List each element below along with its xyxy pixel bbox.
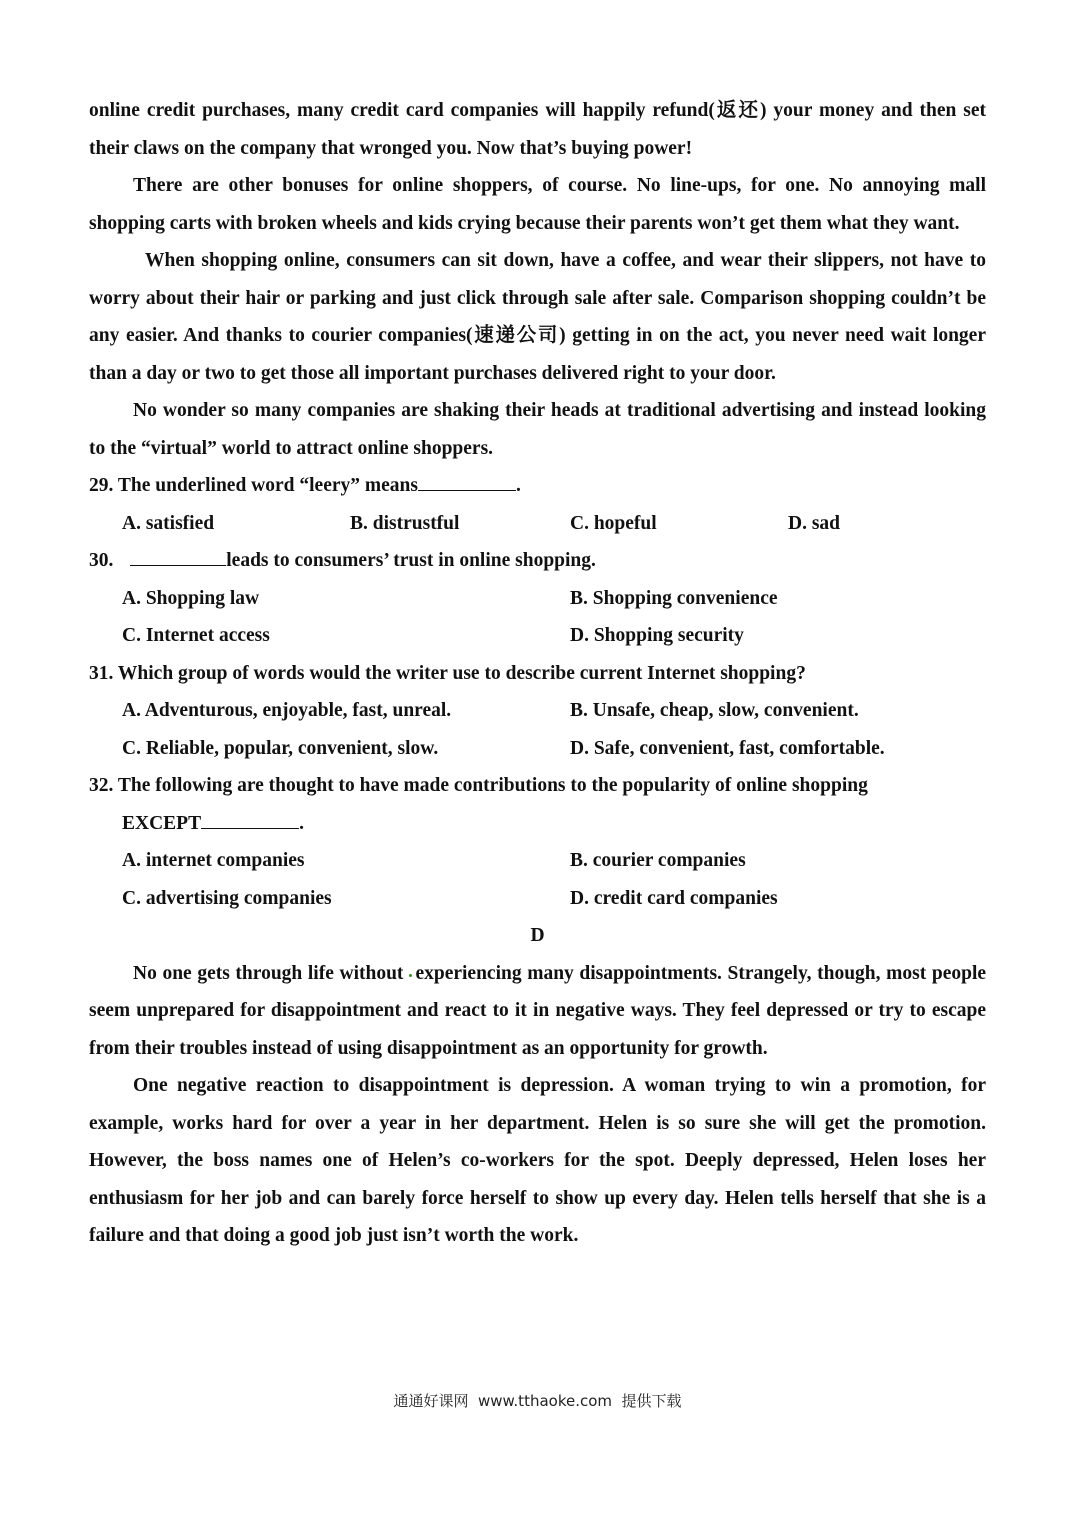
question-29-options (89, 505, 986, 543)
stray-dot-mark (409, 974, 412, 977)
question-32-end: . (299, 812, 304, 834)
option-c: C. advertising companies (122, 887, 332, 909)
option-d: D. credit card companies (570, 887, 778, 909)
passage-c-paragraph-3: When shopping online, consumers can sit down, have a coffee, and wear their slippers, not have to worry about their hair or parking and just click through sale after sale. Comparison shopping couldn’t be any easier. And thanks to courier companies(速递公司) getting in on the act, you never need wait longer than a day or two to get those all important purchases delivered right to your door. (89, 250, 986, 384)
option-a: A. satisfied (122, 512, 215, 534)
option-d: D. sad (788, 512, 841, 534)
option-d: D. Shopping security (570, 625, 744, 646)
option-b: B. Unsafe, cheap, slow, convenient. (570, 700, 859, 721)
question-29-end: . (515, 475, 521, 496)
question-32-options (89, 842, 986, 917)
question-29 (89, 467, 986, 542)
option-c: C. hopeful (570, 512, 657, 534)
passage-c-paragraph-4: No wonder so many companies are shaking their heads at traditional advertising and instead looking to the “virtual” world to attract online shoppers. (89, 400, 986, 459)
passage-c-paragraph-2: There are other bonuses for online shoppers, of course. No line-ups, for one. No annoying mall shopping carts with broken wheels and kids crying because their parents won’t get them what they want. (89, 175, 986, 234)
question-32-except: EXCEPT (122, 812, 202, 834)
passage-d-label: D (530, 925, 545, 946)
question-30 (89, 542, 986, 655)
question-31-stem: 31. Which group of words would the writer use to describe current Internet shopping? (89, 662, 806, 684)
question-30-number: 30. (89, 550, 119, 571)
question-32-stem: 32. The following are thought to have made contributions to the popularity of online shopping (89, 775, 868, 796)
answer-blank (201, 808, 299, 829)
question-31-options (89, 692, 986, 767)
option-a: A. internet companies (122, 850, 305, 871)
passage-d-paragraph-1-rest: experiencing many disappointments. Strangely, though, most people seem unprepared for disappointment and react to it in negative ways. They feel depressed or try to escape from their troubles instead of using disappointment as an opportunity for growth. (89, 962, 987, 1059)
passage-d-paragraph-1 (89, 955, 986, 1068)
page-footer: 通通好课网 www.tthaoke.com 提供下载 (393, 1392, 682, 1410)
question-29-stem: 29. The underlined word “leery” means (89, 475, 418, 496)
option-a: A. Shopping law (122, 587, 260, 609)
question-30-stem: leads to consumers’ trust in online shopping. (226, 550, 596, 571)
question-31 (89, 655, 986, 768)
option-d: D. Safe, convenient, fast, comfortable. (570, 737, 885, 759)
option-b: B. distrustful (350, 512, 460, 534)
passage-d-paragraph-1-start: No one gets through life without (133, 962, 404, 984)
question-32 (89, 767, 986, 917)
option-c: C. Internet access (122, 625, 270, 646)
option-b: B. courier companies (570, 850, 746, 871)
answer-blank (418, 470, 516, 491)
answer-blank (130, 545, 226, 566)
option-c: C. Reliable, popular, convenient, slow. (122, 737, 439, 759)
question-30-options (89, 580, 986, 655)
option-b: B. Shopping convenience (570, 587, 778, 609)
option-a: A. Adventurous, enjoyable, fast, unreal. (122, 700, 452, 721)
document-page (89, 92, 986, 1255)
passage-c-paragraph-1-continued: online credit purchases, many credit card companies will happily refund(返还) your money and then set their claws on the company that wronged you. Now that’s buying power! (89, 100, 986, 159)
passage-d-paragraph-2: One negative reaction to disappointment is depression. A woman trying to win a promotion, for example, works hard for over a year in her department. Helen is so sure she will get the promotion. However, the boss names one of Helen’s co-workers for the spot. Deeply depressed, Helen loses her enthusiasm for her job and can barely force herself to show up every day. Helen tells herself that she is a failure and that doing a good job just isn’t worth the work. (89, 1075, 986, 1246)
